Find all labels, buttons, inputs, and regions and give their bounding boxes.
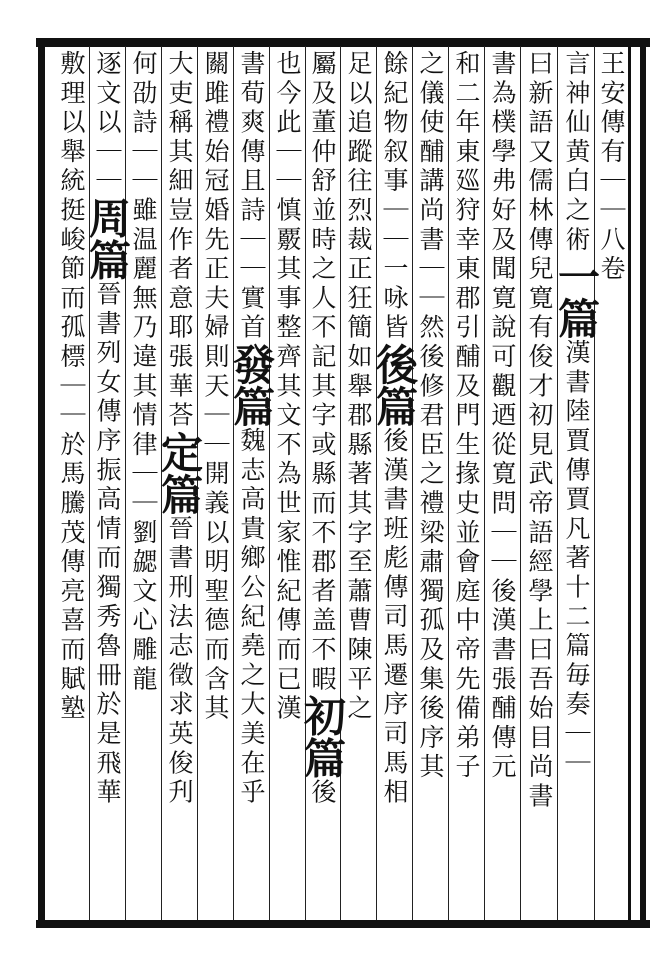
column-divider xyxy=(233,46,234,920)
column-text: 書荀爽傳且詩｜｜實首 xyxy=(237,50,266,343)
column-text: 晉書列女傳序振高情而獨秀魯冊於是飛華 xyxy=(93,280,122,808)
section-heading: 發篇 xyxy=(227,343,276,427)
column-text: 屬及董仲舒並時之人不記其字或縣而不郡者盖不暇 xyxy=(308,50,337,695)
column-text: 則天｜｜開義以明聖德而含其 xyxy=(201,343,230,724)
text-column-16 xyxy=(57,50,85,724)
column-text: 逐文以｜｜ xyxy=(93,50,122,197)
column-text: 關雎禮始冠婚先正夫婦 xyxy=(201,50,230,343)
column-divider xyxy=(305,46,306,920)
column-text: 晉書刑法志徵求英俊刋 xyxy=(165,514,194,808)
text-column-3 xyxy=(525,50,553,812)
column-text: 王安傳有｜｜八卷 xyxy=(597,50,626,285)
column-text: 漢書陸賈傳賈凡著十二篇毎奏｜｜ xyxy=(562,339,591,779)
column-text: 魏志高貴鄉公紀堯之大美在乎 xyxy=(237,427,266,808)
section-heading: 定篇 xyxy=(155,430,204,515)
text-column-5 xyxy=(452,50,480,783)
column-text: 之儀使酺講尚書｜｜然後修君臣之禮梁肅獨孤及集後序其 xyxy=(416,50,445,783)
column-text: 大吏稱其細豈作者意耶張華荅 xyxy=(165,50,194,431)
column-divider xyxy=(340,46,341,920)
column-text: 律｜｜劉勰文心雕龍 xyxy=(129,430,158,695)
column-divider xyxy=(520,46,521,920)
column-divider xyxy=(594,46,595,920)
column-text: 後 xyxy=(308,778,337,808)
column-text: 足以追蹤往烈裁正狂簡 xyxy=(344,50,373,343)
column-text: 書為樸學弗好及聞寛說可觀迺從寛問｜｜後漢書張酺傳元 xyxy=(488,50,517,783)
section-heading: 後篇 xyxy=(370,343,419,427)
text-column-15 xyxy=(83,50,132,808)
text-column-13 xyxy=(155,50,204,808)
text-column-2 xyxy=(552,50,601,779)
column-divider xyxy=(484,46,485,920)
section-heading: 初篇 xyxy=(298,694,347,779)
column-text: 敷理以舉統 xyxy=(57,50,86,197)
text-column-12 xyxy=(201,50,229,724)
text-column-7 xyxy=(370,50,419,808)
column-divider xyxy=(376,46,377,920)
text-column-14 xyxy=(129,50,157,695)
column-divider xyxy=(557,46,558,920)
text-column-11 xyxy=(227,50,276,808)
column-text: 曰新語又儒林傳兒寛有俊才初見武帝語經學上曰吾始目尚書 xyxy=(525,50,554,812)
column-text: 餘紀物叙事｜｜一咏皆 xyxy=(380,50,409,343)
frame-bottom-border xyxy=(36,920,650,928)
section-heading: 周篇 xyxy=(83,196,132,281)
frame-right-border xyxy=(640,40,646,925)
column-text: 何劭詩｜｜雖温麗無乃違其情 xyxy=(129,50,158,431)
text-column-8 xyxy=(344,50,372,724)
text-column-4 xyxy=(488,50,516,783)
column-text: 如舉郡縣著其字至蕭曹陳平之 xyxy=(344,343,373,724)
section-heading: 一篇 xyxy=(552,255,601,340)
column-text: 後漢書班彪傳司馬遷序司馬相 xyxy=(380,427,409,808)
column-text: 挺峻節而孤標｜｜於馬騰茂傳亮喜而賦塾 xyxy=(57,196,86,724)
text-column-6 xyxy=(416,50,444,783)
frame-left-border xyxy=(38,40,45,925)
column-divider xyxy=(125,46,126,920)
column-divider xyxy=(269,46,270,920)
column-text: 和二年東廵狩幸東郡引酺及門生掾史並會庭中帝先備弟子 xyxy=(452,50,481,783)
column-divider xyxy=(89,46,90,920)
column-text: 也今此｜｜慎覈其事整齊其文不為世家惟紀傳而已 xyxy=(273,50,302,695)
column-text: 漢 xyxy=(273,694,302,724)
text-column-10 xyxy=(273,50,301,724)
text-column-9 xyxy=(298,50,347,808)
column-divider xyxy=(412,46,413,920)
column-text: 言神仙黄白之術 xyxy=(562,50,591,256)
frame-right-inner-border xyxy=(628,40,631,925)
text-column-1 xyxy=(597,50,625,284)
column-divider xyxy=(448,46,449,920)
